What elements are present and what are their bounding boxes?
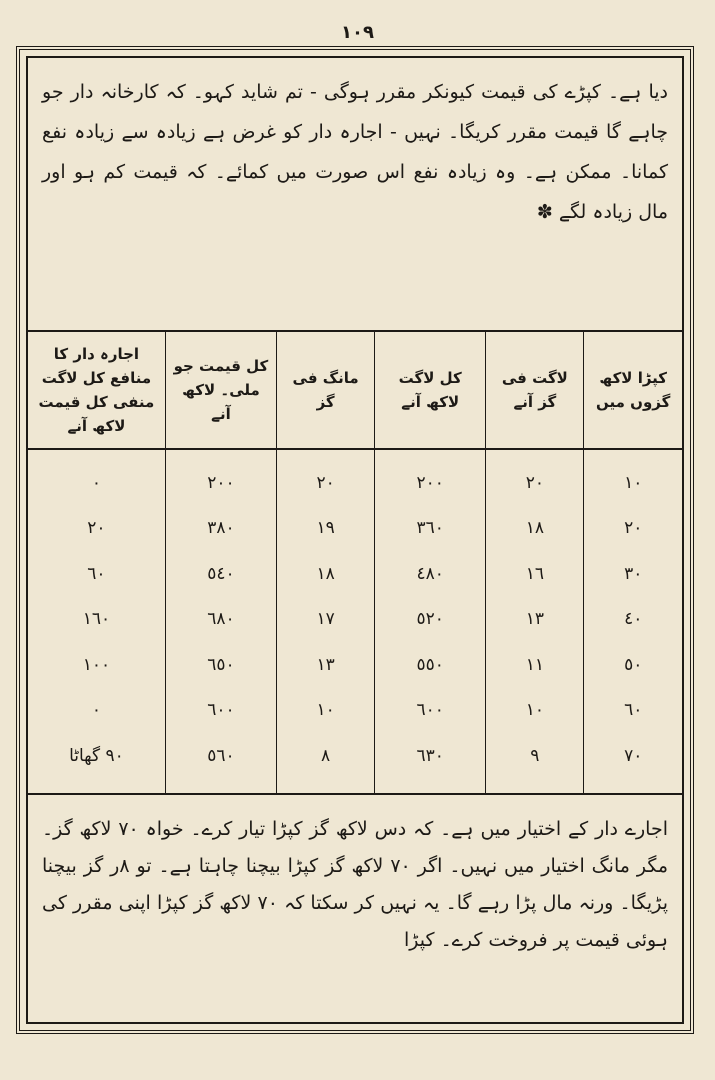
table-row (28, 733, 682, 794)
table-row (28, 506, 682, 552)
table-cell: ٣٠ (584, 551, 682, 597)
table-cell: ٠ (91, 472, 101, 493)
content-box (26, 56, 684, 1024)
table-row (28, 449, 682, 506)
table-cell: ٦٣٠ (375, 733, 486, 794)
table-cell: ٦٨٠ (165, 597, 276, 643)
table-cell: ٧٠ (584, 733, 682, 794)
table-cell: ٤٠ (584, 597, 682, 643)
table-cell: ٢٠٠ (165, 449, 276, 506)
header-cloth-quantity: کپڑا لاکھ گزوں میں (584, 331, 682, 449)
table-cell: ١٦ (486, 551, 584, 597)
header-demand-per-yard: مانگ فی گز (277, 331, 375, 449)
table-cell: ٢٠ (277, 449, 375, 506)
header-cost-per-yard: لاگت فی گز آنے (486, 331, 584, 449)
table-cell: ١٩ (277, 506, 375, 552)
table-cell: ٦٠ (87, 563, 106, 584)
table-cell: ٥٢٠ (375, 597, 486, 643)
table-cell: ٢٠ (87, 518, 106, 539)
table-row (28, 597, 682, 643)
bottom-paragraph: اجارے دار کے اختیار میں ہے۔ کہ دس لاکھ گز کپڑا تیار کرے۔ خواہ ٧٠ لاکھ گز۔ مگر مانگ اختیار میں نہیں۔ اگر ٧٠ لاکھ گز کپڑا بیچنا چاہتا ہے۔ تو ٨ر گز بیچنا پڑیگا۔ ورنہ مال پڑا رہے گا۔ یہ نہیں کر سکتا کہ ٧٠ لاکھ گز کپڑا اپنی مقرر کی ہوئی قیمت پر فروخت کرے۔ کپڑا (42, 817, 668, 951)
table-cell: ١٠ (584, 449, 682, 506)
table-cell: ٦٥٠ (165, 642, 276, 688)
table-cell: ١٧ (277, 597, 375, 643)
table-cell: ١٣ (277, 642, 375, 688)
table-cell: ١٦٠ (82, 609, 111, 630)
table-cell: ١٠٠ (82, 654, 111, 675)
table-row (28, 551, 682, 597)
header-monopolist-profit: اجارہ دار کا منافع کل لاگت منفی کل قیمت لاکھ آنے (28, 331, 165, 449)
table-cell: ٩ (486, 733, 584, 794)
table-cell: ٥٠ (584, 642, 682, 688)
page-number: ١٠٩ (341, 22, 374, 43)
table-cell: ٣٦٠ (375, 506, 486, 552)
table-cell: ٥٤٠ (165, 551, 276, 597)
table-cell: ٨ (277, 733, 375, 794)
table-row (28, 642, 682, 688)
table-cell: ٤٨٠ (375, 551, 486, 597)
table-cell: ٠ (91, 700, 101, 721)
table-cell: ١٣ (486, 597, 584, 643)
cost-profit-table (28, 330, 682, 795)
table-cell: ١٠ (486, 688, 584, 734)
table-cell: ١٠ (277, 688, 375, 734)
header-total-price: کل قیمت جو ملی۔ لاکھ آنے (165, 331, 276, 449)
table-cell: ٢٠ (584, 506, 682, 552)
header-total-cost: کل لاگت لاکھ آنے (375, 331, 486, 449)
table-header-row (28, 331, 682, 449)
page-frame (16, 46, 694, 1034)
table-cell: ٦٠٠ (165, 688, 276, 734)
table-cell: ١١ (486, 642, 584, 688)
table-cell: ٢٠ (486, 449, 584, 506)
table-cell: ٩٠ گھاٹا (69, 745, 124, 766)
table-cell: ٢٠٠ (375, 449, 486, 506)
table-cell: ٥٦٠ (165, 733, 276, 794)
table-cell: ٥٥٠ (375, 642, 486, 688)
table-cell: ٦٠٠ (375, 688, 486, 734)
table-cell: ٦٠ (584, 688, 682, 734)
table-cell: ٣٨٠ (165, 506, 276, 552)
table-cell: ١٨ (277, 551, 375, 597)
top-paragraph: دیا ہے۔ کپڑے کی قیمت کیونکر مقرر ہوگی - تم شاید کہو۔ کہ کارخانہ دار جو چاہے گا قیمت مقرر کریگا۔ نہیں - اجارہ دار کو غرض ہے زیادہ سے زیادہ نفع کمانا۔ ممکن ہے۔ وہ زیادہ نفع اس صورت میں کمائے۔ کہ قیمت کم ہو اور مال زیادہ لگے ✽ (42, 81, 668, 223)
table-cell: ١٨ (486, 506, 584, 552)
table-row (28, 688, 682, 734)
